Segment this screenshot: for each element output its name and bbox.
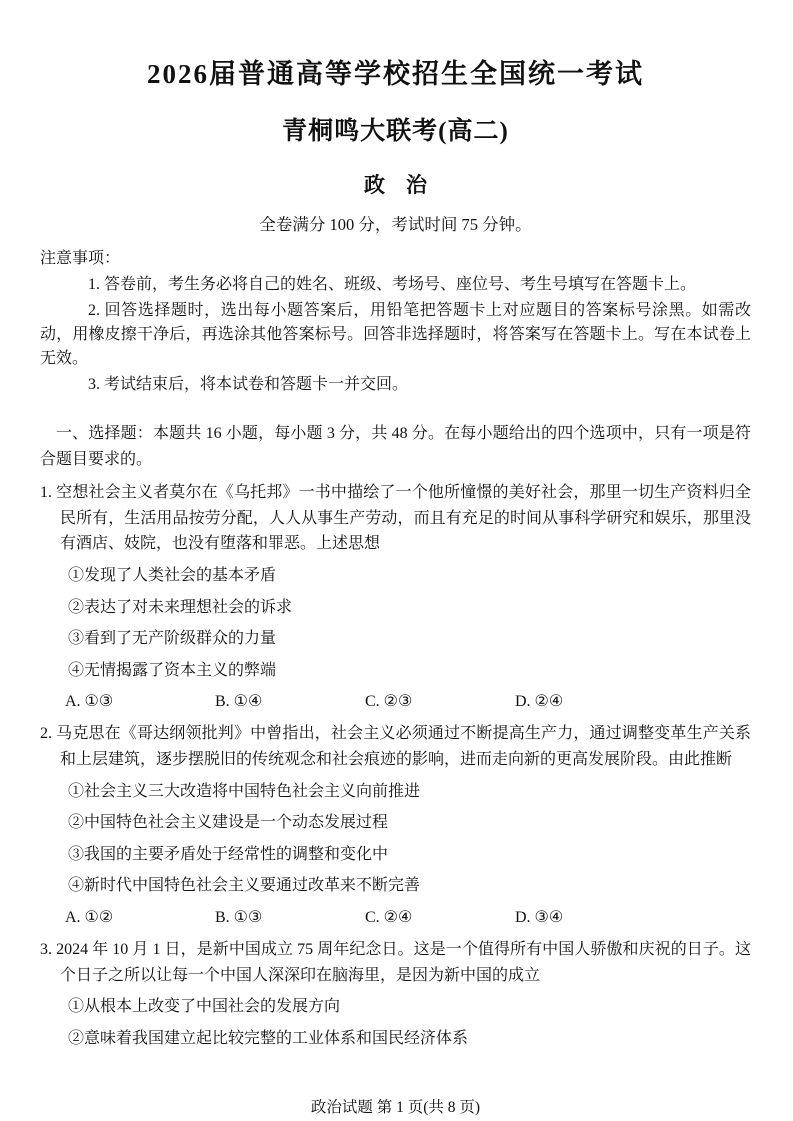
question-1 xyxy=(40,480,751,711)
question-1-stem: 1. 空想社会主义者莫尔在《乌托邦》一书中描绘了一个他所憧憬的美好社会，那里一切生产资料归全民所有，生活用品按劳分配，人人从事生产劳动，而且有充足的时间从事科学研究和娱乐，那里没有酒店、妓院，也没有堕落和罪恶。上述思想 xyxy=(40,484,751,553)
notices-heading: 注意事项： xyxy=(40,250,121,267)
notice-item-3: 3. 考试结束后，将本试卷和答题卡一并交回。 xyxy=(88,376,409,393)
choice-a: A. ①③ xyxy=(65,693,114,711)
question-2-option-4: ④新时代中国特色社会主义要通过改革来不断完善 xyxy=(68,877,421,895)
exam-title: 2026届普通高等学校招生全国统一考试 xyxy=(147,59,644,89)
choice-b: B. ①④ xyxy=(215,693,263,711)
exam-info: 全卷满分 100 分，考试时间 75 分钟。 xyxy=(259,215,532,234)
choice-a: A. ①② xyxy=(65,908,114,926)
question-2-stem: 2. 马克思在《哥达纲领批判》中曾指出，社会主义必须通过不断提高生产力，通过调整变革生产关系和上层建筑，逐步摆脱旧的传统观念和社会痕迹的影响，进而走向新的更高发展阶段。由此推断 xyxy=(40,725,751,768)
choice-d: D. ②④ xyxy=(515,693,564,711)
question-2-choices xyxy=(40,907,751,927)
question-3-option-1: ①从根本上改变了中国社会的发展方向 xyxy=(68,998,341,1016)
question-1-option-2: ②表达了对未来理想社会的诉求 xyxy=(68,598,293,616)
question-2-option-1: ①社会主义三大改造将中国特色社会主义向前推进 xyxy=(68,782,421,800)
question-1-choices xyxy=(40,691,751,711)
choice-d: D. ③④ xyxy=(515,908,564,926)
notice-item-1: 1. 答卷前，考生务必将自己的姓名、班级、考场号、座位号、考生号填写在答题卡上。 xyxy=(88,276,697,293)
choice-b: B. ①③ xyxy=(215,908,263,926)
question-2-option-3: ③我国的主要矛盾处于经常性的调整和变化中 xyxy=(68,845,389,863)
question-3-stem: 3. 2024 年 10 月 1 日，是新中国成立 75 周年纪念日。这是一个值得所有中国人骄傲和庆祝的日子。这个日子之所以让每一个中国人深深印在脑海里，是因为新中国的成立 xyxy=(40,940,751,984)
notices-section xyxy=(40,247,751,397)
page-footer: 政治试题 第 1 页(共 8 页) xyxy=(310,1099,481,1117)
question-1-option-3: ③看到了无产阶级群众的力量 xyxy=(68,630,277,648)
choice-c: C. ②③ xyxy=(365,693,413,711)
question-3-option-2: ②意味着我国建立起比较完整的工业体系和国民经济体系 xyxy=(68,1029,469,1047)
choice-c: C. ②④ xyxy=(365,908,413,926)
subject-title: 政 治 xyxy=(364,173,427,197)
exam-subtitle: 青桐鸣大联考(高二) xyxy=(282,118,509,145)
question-1-option-4: ④无情揭露了资本主义的弊端 xyxy=(68,661,277,679)
question-3 xyxy=(40,937,751,1049)
question-2-option-2: ②中国特色社会主义建设是一个动态发展过程 xyxy=(68,814,389,832)
question-2 xyxy=(40,721,751,927)
section-heading: 一、选择题：本题共 16 小题，每小题 3 分，共 48 分。在每小题给出的四个选项中，只有一项是符合题目要求的。 xyxy=(40,425,751,468)
question-1-option-1: ①发现了人类社会的基本矛盾 xyxy=(68,566,277,584)
notice-item-2: 2. 回答选择题时，选出每小题答案后，用铅笔把答题卡上对应题目的答案标号涂黑。如需改动，用橡皮擦干净后，再选涂其他答案标号。回答非选择题时，将答案写在答题卡上。写在本试卷上无效。 xyxy=(40,302,751,367)
